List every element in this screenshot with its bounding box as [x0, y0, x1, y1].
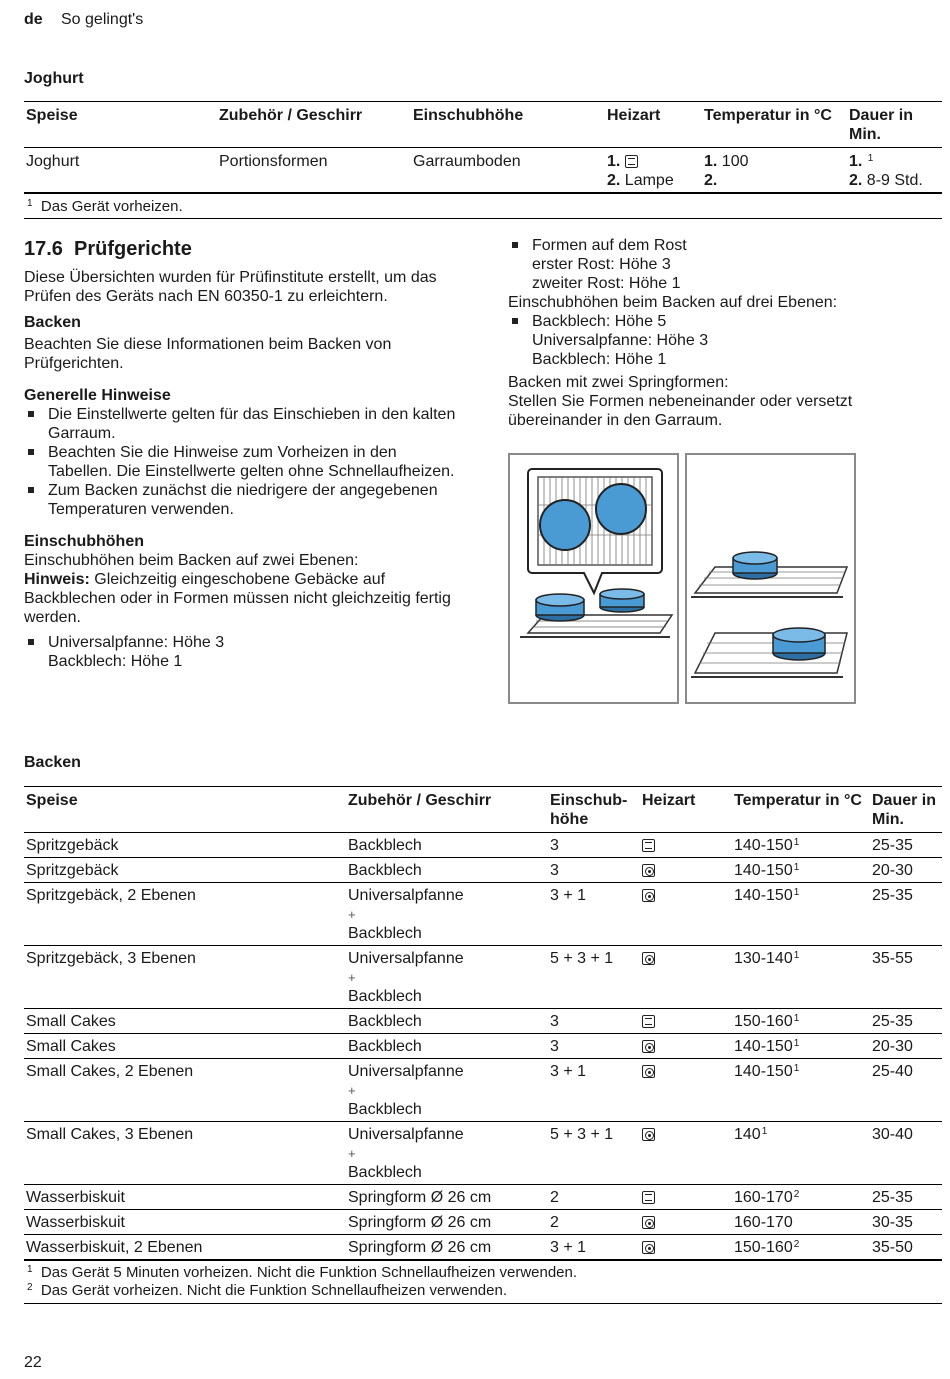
temperature-value: 130-140 — [734, 950, 793, 967]
cell-temperatur — [702, 148, 847, 194]
footnote-ref: 1 — [793, 1063, 800, 1074]
cell-heizart — [640, 858, 732, 883]
col-header-einschub: Einschub-höhe — [550, 792, 628, 828]
cell-zubehoer — [346, 946, 548, 1009]
footnote-ref: 1 — [793, 887, 800, 898]
temperature-value: 140 — [734, 1126, 761, 1143]
list-item-line: Formen auf dem Rost — [532, 237, 687, 254]
accessory-line: Springform Ø 26 cm — [348, 1189, 492, 1206]
cell-heizart — [640, 1122, 732, 1185]
step-number: 2. — [607, 172, 621, 189]
two-levels-text: Einschubhöhen beim Backen auf zwei Ebenen: — [24, 552, 359, 569]
table-row — [24, 1009, 942, 1034]
heizart-lamp: Lampe — [624, 172, 674, 189]
cell-zubehoer — [346, 1210, 548, 1235]
fan-heat-icon — [642, 1241, 655, 1254]
cell-einschub: 3 + 1 — [550, 887, 587, 904]
footnote-text: Das Gerät 5 Minuten vorheizen. Nicht die Funktion Schnellaufheizen verwenden. — [40, 1264, 578, 1281]
accessory-line: Springform Ø 26 cm — [348, 1214, 492, 1231]
right-column — [508, 236, 938, 430]
backen-table-heading: Backen — [24, 754, 81, 771]
footnote-mark: 1 — [27, 1264, 33, 1275]
cell-temperatur — [732, 1059, 870, 1122]
col-header-dauer: Dauer in Min. — [849, 107, 914, 143]
cell-einschub: 2 — [550, 1214, 559, 1231]
cell-speise: Small Cakes — [26, 1038, 116, 1055]
step-number: 2. — [704, 172, 718, 189]
top-bottom-heat-icon — [642, 839, 655, 852]
list-item-line: Backblech: Höhe 1 — [48, 653, 183, 670]
cell-einschub: 5 + 3 + 1 — [550, 950, 614, 967]
cell-dauer: 20-30 — [872, 1038, 913, 1055]
cell-dauer: 25-35 — [872, 837, 913, 854]
top-bottom-heat-icon — [642, 1015, 655, 1028]
plus-sign: + — [348, 970, 356, 985]
list-item: Die Einstellwerte gelten für das Einschieben in den kalten Garraum. — [24, 405, 464, 443]
cell-einschub: 3 — [550, 1013, 559, 1030]
cell-dauer: 25-35 — [872, 1189, 913, 1206]
einschub-heading: Einschubhöhen — [24, 533, 144, 550]
temperature-value: 160-170 — [734, 1214, 793, 1231]
footnote-ref: 1 — [793, 1013, 800, 1024]
accessory-line: Universalpfanne — [348, 887, 464, 904]
col-header-temperatur: Temperatur in °C — [704, 107, 832, 124]
fan-heat-icon — [642, 1128, 655, 1141]
temperature-value: 140-150 — [734, 1063, 793, 1080]
footnote-text: Das Gerät vorheizen. Nicht die Funktion Schnellaufheizen verwenden. — [40, 1282, 507, 1299]
col-header-speise: Speise — [26, 792, 78, 809]
cell-einschub: 5 + 3 + 1 — [550, 1126, 614, 1143]
step-number: 1. — [704, 153, 718, 170]
temperature-value: 140-150 — [734, 1038, 793, 1055]
cell-heizart — [640, 1210, 732, 1235]
cell-dauer: 25-35 — [872, 887, 913, 904]
fan-heat-icon — [642, 952, 655, 965]
section-intro: Diese Übersichten wurden für Prüfinstitute erstellt, um das Prüfen des Geräts nach EN 60350-1 zu erleichtern. — [24, 269, 437, 305]
col-header-speise: Speise — [26, 107, 78, 124]
plus-sign: + — [348, 907, 356, 922]
cell-heizart — [640, 946, 732, 1009]
footnote — [24, 193, 942, 219]
accessory-line: Backblech — [348, 988, 422, 1005]
accessory-line: Backblech — [348, 837, 422, 854]
fan-heat-icon — [642, 1065, 655, 1078]
list-item-line: erster Rost: Höhe 3 — [532, 256, 671, 273]
col-header-zubehoer: Zubehör / Geschirr — [219, 107, 363, 124]
col-header-heizart: Heizart — [642, 792, 696, 809]
backen-table — [24, 786, 942, 1304]
footnote-mark: 1 — [27, 198, 33, 209]
step-number: 1. — [849, 153, 863, 170]
footnote-mark: 2 — [27, 1282, 33, 1293]
table-row — [24, 148, 942, 194]
plus-sign: + — [348, 1083, 356, 1098]
cell-speise: Spritzgebäck — [26, 862, 119, 879]
cell-dauer: 35-55 — [872, 950, 913, 967]
cell-heizart — [640, 1235, 732, 1261]
forms-list — [508, 236, 938, 293]
cell-temperatur — [732, 1009, 870, 1034]
cell-temperatur — [732, 1034, 870, 1059]
springform-heading: Backen mit zwei Springformen: — [508, 374, 729, 391]
cell-speise: Spritzgebäck, 3 Ebenen — [26, 950, 196, 967]
cell-speise: Small Cakes, 2 Ebenen — [26, 1063, 194, 1080]
fan-heat-icon — [642, 1216, 655, 1229]
table-row — [24, 883, 942, 946]
section-title: 17.6 Prüfgerichte — [24, 238, 192, 260]
table-row — [24, 1122, 942, 1185]
accessory-line: Backblech — [348, 925, 422, 942]
temperature-value: 150-160 — [734, 1013, 793, 1030]
cell-temperatur — [732, 1210, 870, 1235]
footnote-ref: 1 — [793, 950, 800, 961]
hinweis-label: Hinweis: — [24, 571, 90, 588]
cell-einschub: 2 — [550, 1189, 559, 1206]
accessory-line: Universalpfanne — [348, 950, 464, 967]
table-row — [24, 1185, 942, 1210]
hinweis-text: Gleichzeitig eingeschobene Gebäcke auf Backblechen oder in Formen müssen nicht gleichzeitig fertig werden. — [24, 571, 451, 626]
cell-temperatur — [732, 1122, 870, 1185]
chapter-title: So gelingt's — [61, 11, 144, 28]
footnote-text: Das Gerät vorheizen. — [40, 198, 183, 215]
cell-dauer — [847, 148, 942, 194]
footnote — [26, 1282, 940, 1300]
cell-dauer: 30-40 — [872, 1126, 913, 1143]
cell-temperatur — [732, 1235, 870, 1261]
table-footnote-row — [24, 1260, 942, 1304]
footnote — [26, 1264, 940, 1282]
cell-speise: Spritzgebäck, 2 Ebenen — [26, 887, 196, 904]
cell-heizart — [640, 1009, 732, 1034]
cell-zubehoer — [346, 1235, 548, 1261]
cell-zubehoer — [346, 1122, 548, 1185]
springforms-side-by-side-image — [510, 455, 677, 702]
cell-temperatur — [732, 883, 870, 946]
cell-speise: Wasserbiskuit — [26, 1214, 125, 1231]
cell-dauer: 35-50 — [872, 1239, 913, 1256]
springform-text: Stellen Sie Formen nebeneinander oder versetzt übereinander in den Garraum. — [508, 393, 853, 429]
cell-speise: Wasserbiskuit, 2 Ebenen — [26, 1239, 203, 1256]
accessory-line: Backblech — [348, 1164, 422, 1181]
col-header-dauer: Dauer in Min. — [872, 792, 937, 828]
col-header-einschub: Einschubhöhe — [413, 107, 524, 124]
language-code: de — [24, 11, 43, 28]
list-item — [24, 633, 464, 671]
fan-heat-icon — [642, 864, 655, 877]
list-item: Zum Backen zunächst die niedrigere der angegebenen Temperaturen verwenden. — [24, 481, 464, 519]
cell-einschub: 3 — [550, 862, 559, 879]
accessory-line: Backblech — [348, 862, 422, 879]
cell-einschub: 3 — [550, 837, 559, 854]
temperature-value: 150-160 — [734, 1239, 793, 1256]
temperature-value: 140-150 — [734, 837, 793, 854]
cell-temperatur — [732, 858, 870, 883]
table-row — [24, 946, 942, 1009]
list-item-line: Backblech: Höhe 5 — [532, 313, 667, 330]
cell-heizart — [640, 883, 732, 946]
cell-einschub: 3 + 1 — [550, 1239, 587, 1256]
cell-zubehoer — [346, 858, 548, 883]
table-header-row — [24, 102, 942, 148]
three-levels-list — [508, 312, 938, 369]
cell-einschub: 3 + 1 — [550, 1063, 587, 1080]
cell-temperatur — [732, 833, 870, 858]
hinweis-note — [24, 570, 464, 627]
footnote-ref: 1 — [793, 1038, 800, 1049]
cell-heizart — [640, 1059, 732, 1122]
backen-subheading: Backen — [24, 314, 81, 331]
joghurt-heading: Joghurt — [24, 70, 84, 87]
cell-temperatur — [732, 1185, 870, 1210]
col-header-temperatur: Temperatur in °C — [734, 792, 862, 809]
footnote-ref: 2 — [793, 1189, 800, 1200]
general-notes-list — [24, 405, 464, 519]
table-row — [24, 1210, 942, 1235]
list-item — [508, 312, 938, 369]
table-row — [24, 1235, 942, 1261]
table-row — [24, 1059, 942, 1122]
two-levels-list — [24, 633, 464, 671]
plus-sign: + — [348, 1146, 356, 1161]
cell-heizart — [605, 148, 702, 194]
cell-heizart — [640, 1185, 732, 1210]
joghurt-table — [24, 101, 942, 219]
accessory-line: Backblech — [348, 1038, 422, 1055]
cell-temperatur — [732, 946, 870, 1009]
cell-zubehoer — [346, 1009, 548, 1034]
table-header-row — [24, 787, 942, 833]
list-item-line: Universalpfanne: Höhe 3 — [48, 634, 225, 651]
footnote-ref: 1 — [793, 862, 800, 873]
general-notes-heading: Generelle Hinweise — [24, 387, 171, 404]
temperature-value: 140-150 — [734, 887, 793, 904]
list-item — [508, 236, 938, 293]
cell-dauer: 30-35 — [872, 1214, 913, 1231]
page-number: 22 — [24, 1354, 42, 1371]
top-bottom-heat-icon — [625, 155, 638, 168]
cell-zubehoer — [346, 1034, 548, 1059]
cell-heizart — [640, 833, 732, 858]
temperature-value: 140-150 — [734, 862, 793, 879]
table-row — [24, 1034, 942, 1059]
illustration-staggered — [685, 453, 856, 704]
table-row — [24, 833, 942, 858]
illustration-side-by-side — [508, 453, 679, 704]
duration-value: 8-9 Std. — [866, 172, 923, 189]
list-item-line: zweiter Rost: Höhe 1 — [532, 275, 681, 292]
footnote-ref: 1 — [761, 1126, 768, 1137]
cell-speise: Wasserbiskuit — [26, 1189, 125, 1206]
cell-zubehoer — [346, 883, 548, 946]
list-item-line: Backblech: Höhe 1 — [532, 351, 667, 368]
table-row — [24, 858, 942, 883]
cell-zubehoer — [346, 1059, 548, 1122]
accessory-line: Backblech — [348, 1101, 422, 1118]
footnote-ref: 2 — [793, 1239, 800, 1250]
accessory-line: Universalpfanne — [348, 1126, 464, 1143]
springforms-staggered-image — [687, 455, 854, 702]
cell-speise: Joghurt — [26, 153, 80, 170]
temperature-value: 100 — [721, 153, 749, 170]
cell-speise: Small Cakes — [26, 1013, 116, 1030]
left-column — [24, 236, 464, 671]
table-footnote-row — [24, 193, 942, 219]
accessory-line: Springform Ø 26 cm — [348, 1239, 492, 1256]
fan-heat-icon — [642, 1040, 655, 1053]
step-number: 2. — [849, 172, 863, 189]
col-header-heizart: Heizart — [607, 107, 661, 124]
cell-zubehoer — [346, 833, 548, 858]
cell-einschub: Garraumboden — [413, 153, 521, 170]
footnotes — [24, 1260, 942, 1304]
cell-zubehoer: Portionsformen — [219, 153, 328, 170]
cell-dauer: 25-35 — [872, 1013, 913, 1030]
col-header-zubehoer: Zubehör / Geschirr — [348, 792, 492, 809]
cell-zubehoer — [346, 1185, 548, 1210]
top-bottom-heat-icon — [642, 1191, 655, 1204]
cell-speise: Small Cakes, 3 Ebenen — [26, 1126, 194, 1143]
cell-dauer: 20-30 — [872, 862, 913, 879]
fan-heat-icon — [642, 889, 655, 902]
backen-text: Beachten Sie diese Informationen beim Backen von Prüfgerichten. — [24, 336, 392, 372]
list-item: Beachten Sie die Hinweise zum Vorheizen in den Tabellen. Die Einstellwerte gelten ohne Schnellaufheizen. — [24, 443, 464, 481]
three-levels-text: Einschubhöhen beim Backen auf drei Ebenen: — [508, 294, 838, 311]
cell-speise: Spritzgebäck — [26, 837, 119, 854]
cell-einschub: 3 — [550, 1038, 559, 1055]
accessory-line: Backblech — [348, 1013, 422, 1030]
cell-heizart — [640, 1034, 732, 1059]
footnote-ref: 1 — [867, 153, 874, 164]
list-item-line: Universalpfanne: Höhe 3 — [532, 332, 709, 349]
cell-dauer: 25-40 — [872, 1063, 913, 1080]
footnote-ref: 1 — [793, 837, 800, 848]
accessory-line: Universalpfanne — [348, 1063, 464, 1080]
step-number: 1. — [607, 153, 621, 170]
temperature-value: 160-170 — [734, 1189, 793, 1206]
